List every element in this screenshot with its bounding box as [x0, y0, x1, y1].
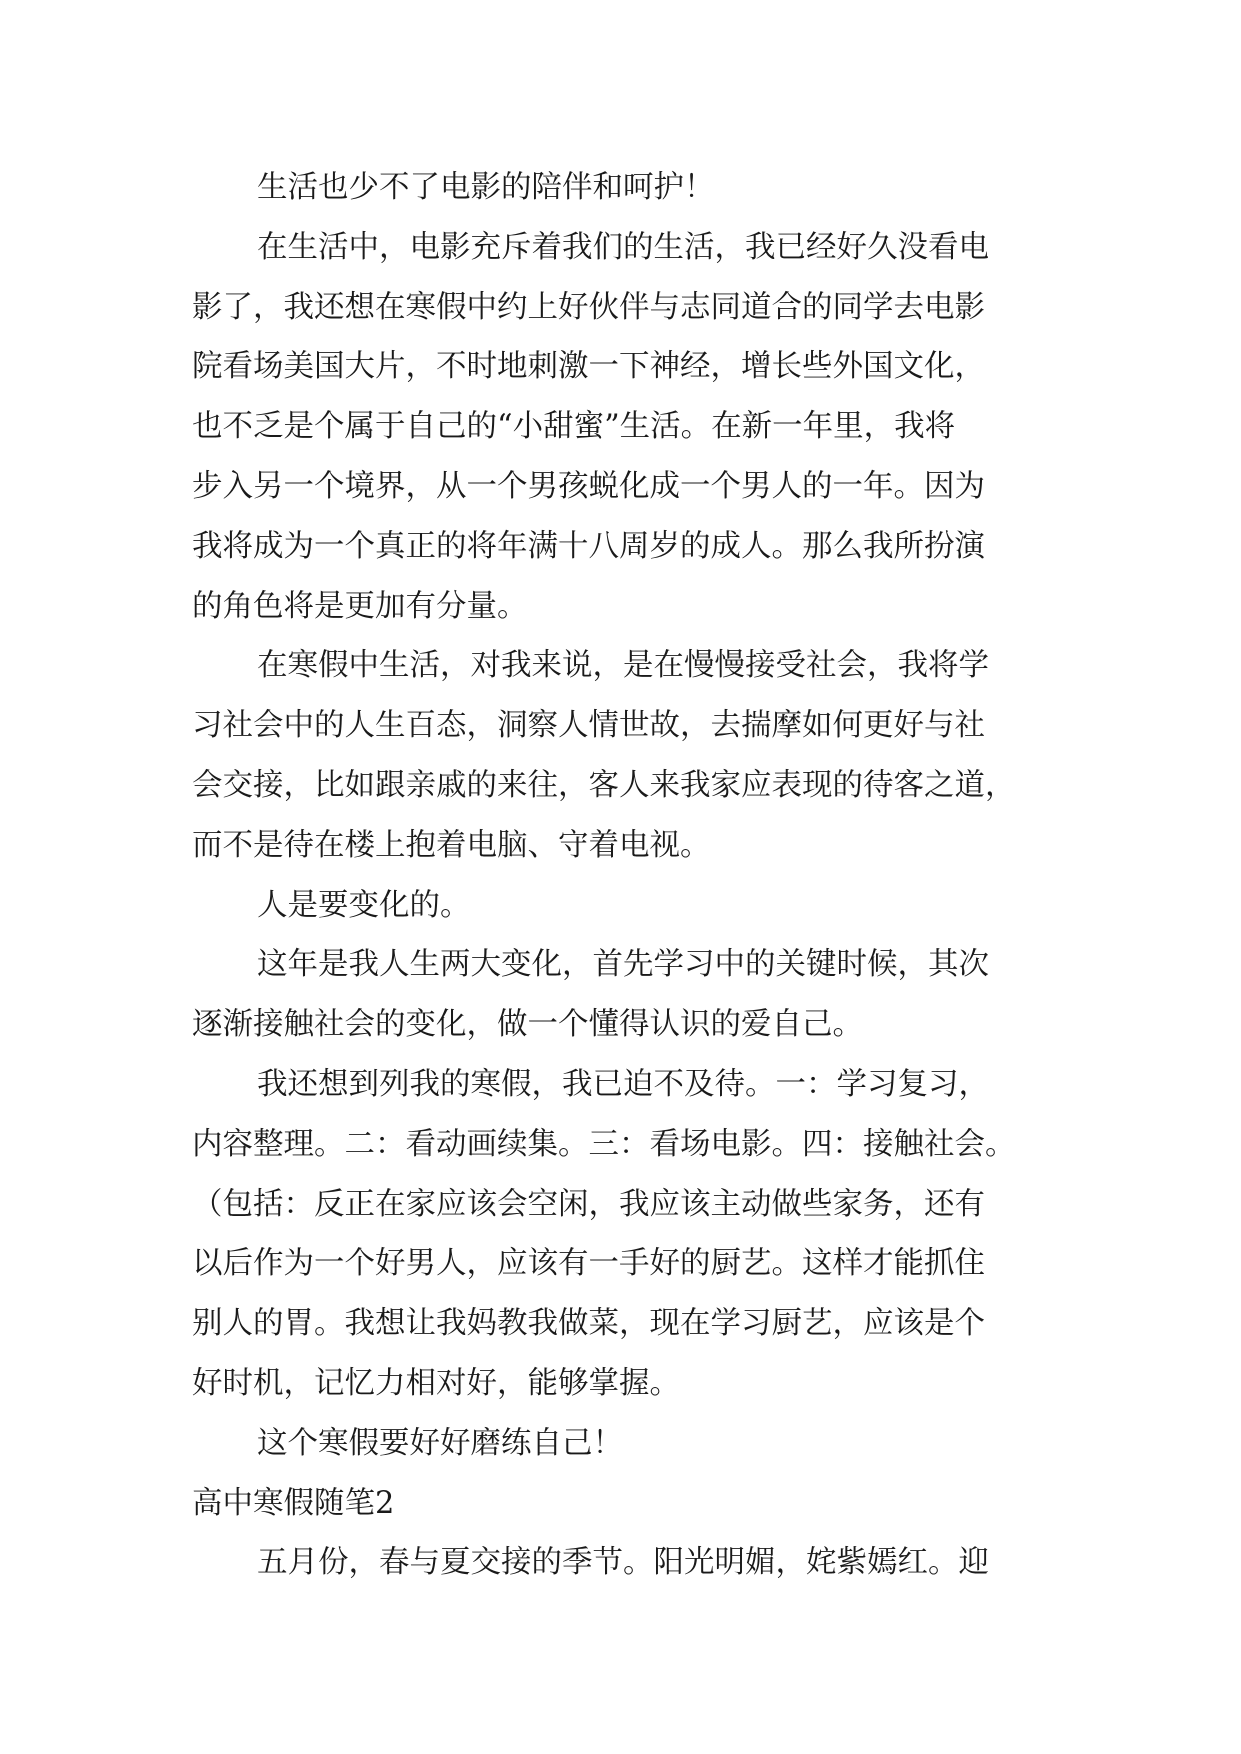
paragraph-line: 步入另一个境界，从一个男孩蜕化成一个男人的一年。因为 [192, 468, 985, 504]
document-body [192, 158, 1050, 1593]
paragraph-line: 逐渐接触社会的变化，做一个懂得认识的爱自己。 [192, 1007, 863, 1043]
paragraph-line: 我将成为一个真正的将年满十八周岁的成人。那么我所扮演 [192, 528, 985, 564]
paragraph-line: 也不乏是个属于自己的“小甜蜜”生活。在新一年里，我将 [192, 409, 956, 445]
paragraph-line: 这年是我人生两大变化，首先学习中的关键时候，其次 [257, 947, 989, 983]
paragraph-line: 习社会中的人生百态，洞察人情世故，去揣摩如何更好与社 [192, 708, 985, 744]
paragraph-line: 在生活中，电影充斥着我们的生活，我已经好久没看电 [257, 229, 989, 265]
paragraph-line: 人是要变化的。 [257, 887, 471, 923]
paragraph-line: 生活也少不了电影的陪伴和呵护！ [257, 170, 715, 205]
paragraph-line: （包括：反正在家应该会空闲，我应该主动做些家务，还有 [192, 1186, 985, 1222]
paragraph-line: 好时机，记忆力相对好，能够掌握。 [192, 1365, 680, 1401]
paragraph-line: 影了，我还想在寒假中约上好伙伴与志同道合的同学去电影 [192, 289, 985, 325]
paragraph-line: 会交接，比如跟亲戚的来往，客人来我家应表现的待客之道， [192, 767, 1016, 803]
paragraph-line: 而不是待在楼上抱着电脑、守着电视。 [192, 827, 711, 863]
section-title: 高中寒假随笔2 [192, 1485, 395, 1521]
paragraph-line: 以后作为一个好男人，应该有一手好的厨艺。这样才能抓住 [192, 1246, 985, 1282]
paragraph-line: 五月份，春与夏交接的季节。阳光明媚，姹紫嫣红。迎 [257, 1545, 989, 1581]
paragraph-line: 这个寒假要好好磨练自己！ [257, 1425, 623, 1461]
paragraph-line: 在寒假中生活，对我来说，是在慢慢接受社会，我将学 [257, 648, 989, 684]
paragraph-line: 别人的胃。我想让我妈教我做菜，现在学习厨艺，应该是个 [192, 1306, 985, 1342]
paragraph-line: 内容整理。二：看动画续集。三：看场电影。四：接触社会。 [192, 1126, 1016, 1162]
paragraph-line: 我还想到列我的寒假，我已迫不及待。一：学习复习， [257, 1066, 989, 1102]
paragraph-line: 院看场美国大片，不时地刺激一下神经，增长些外国文化， [192, 349, 985, 385]
paragraph-line: 的角色将是更加有分量。 [192, 588, 528, 624]
